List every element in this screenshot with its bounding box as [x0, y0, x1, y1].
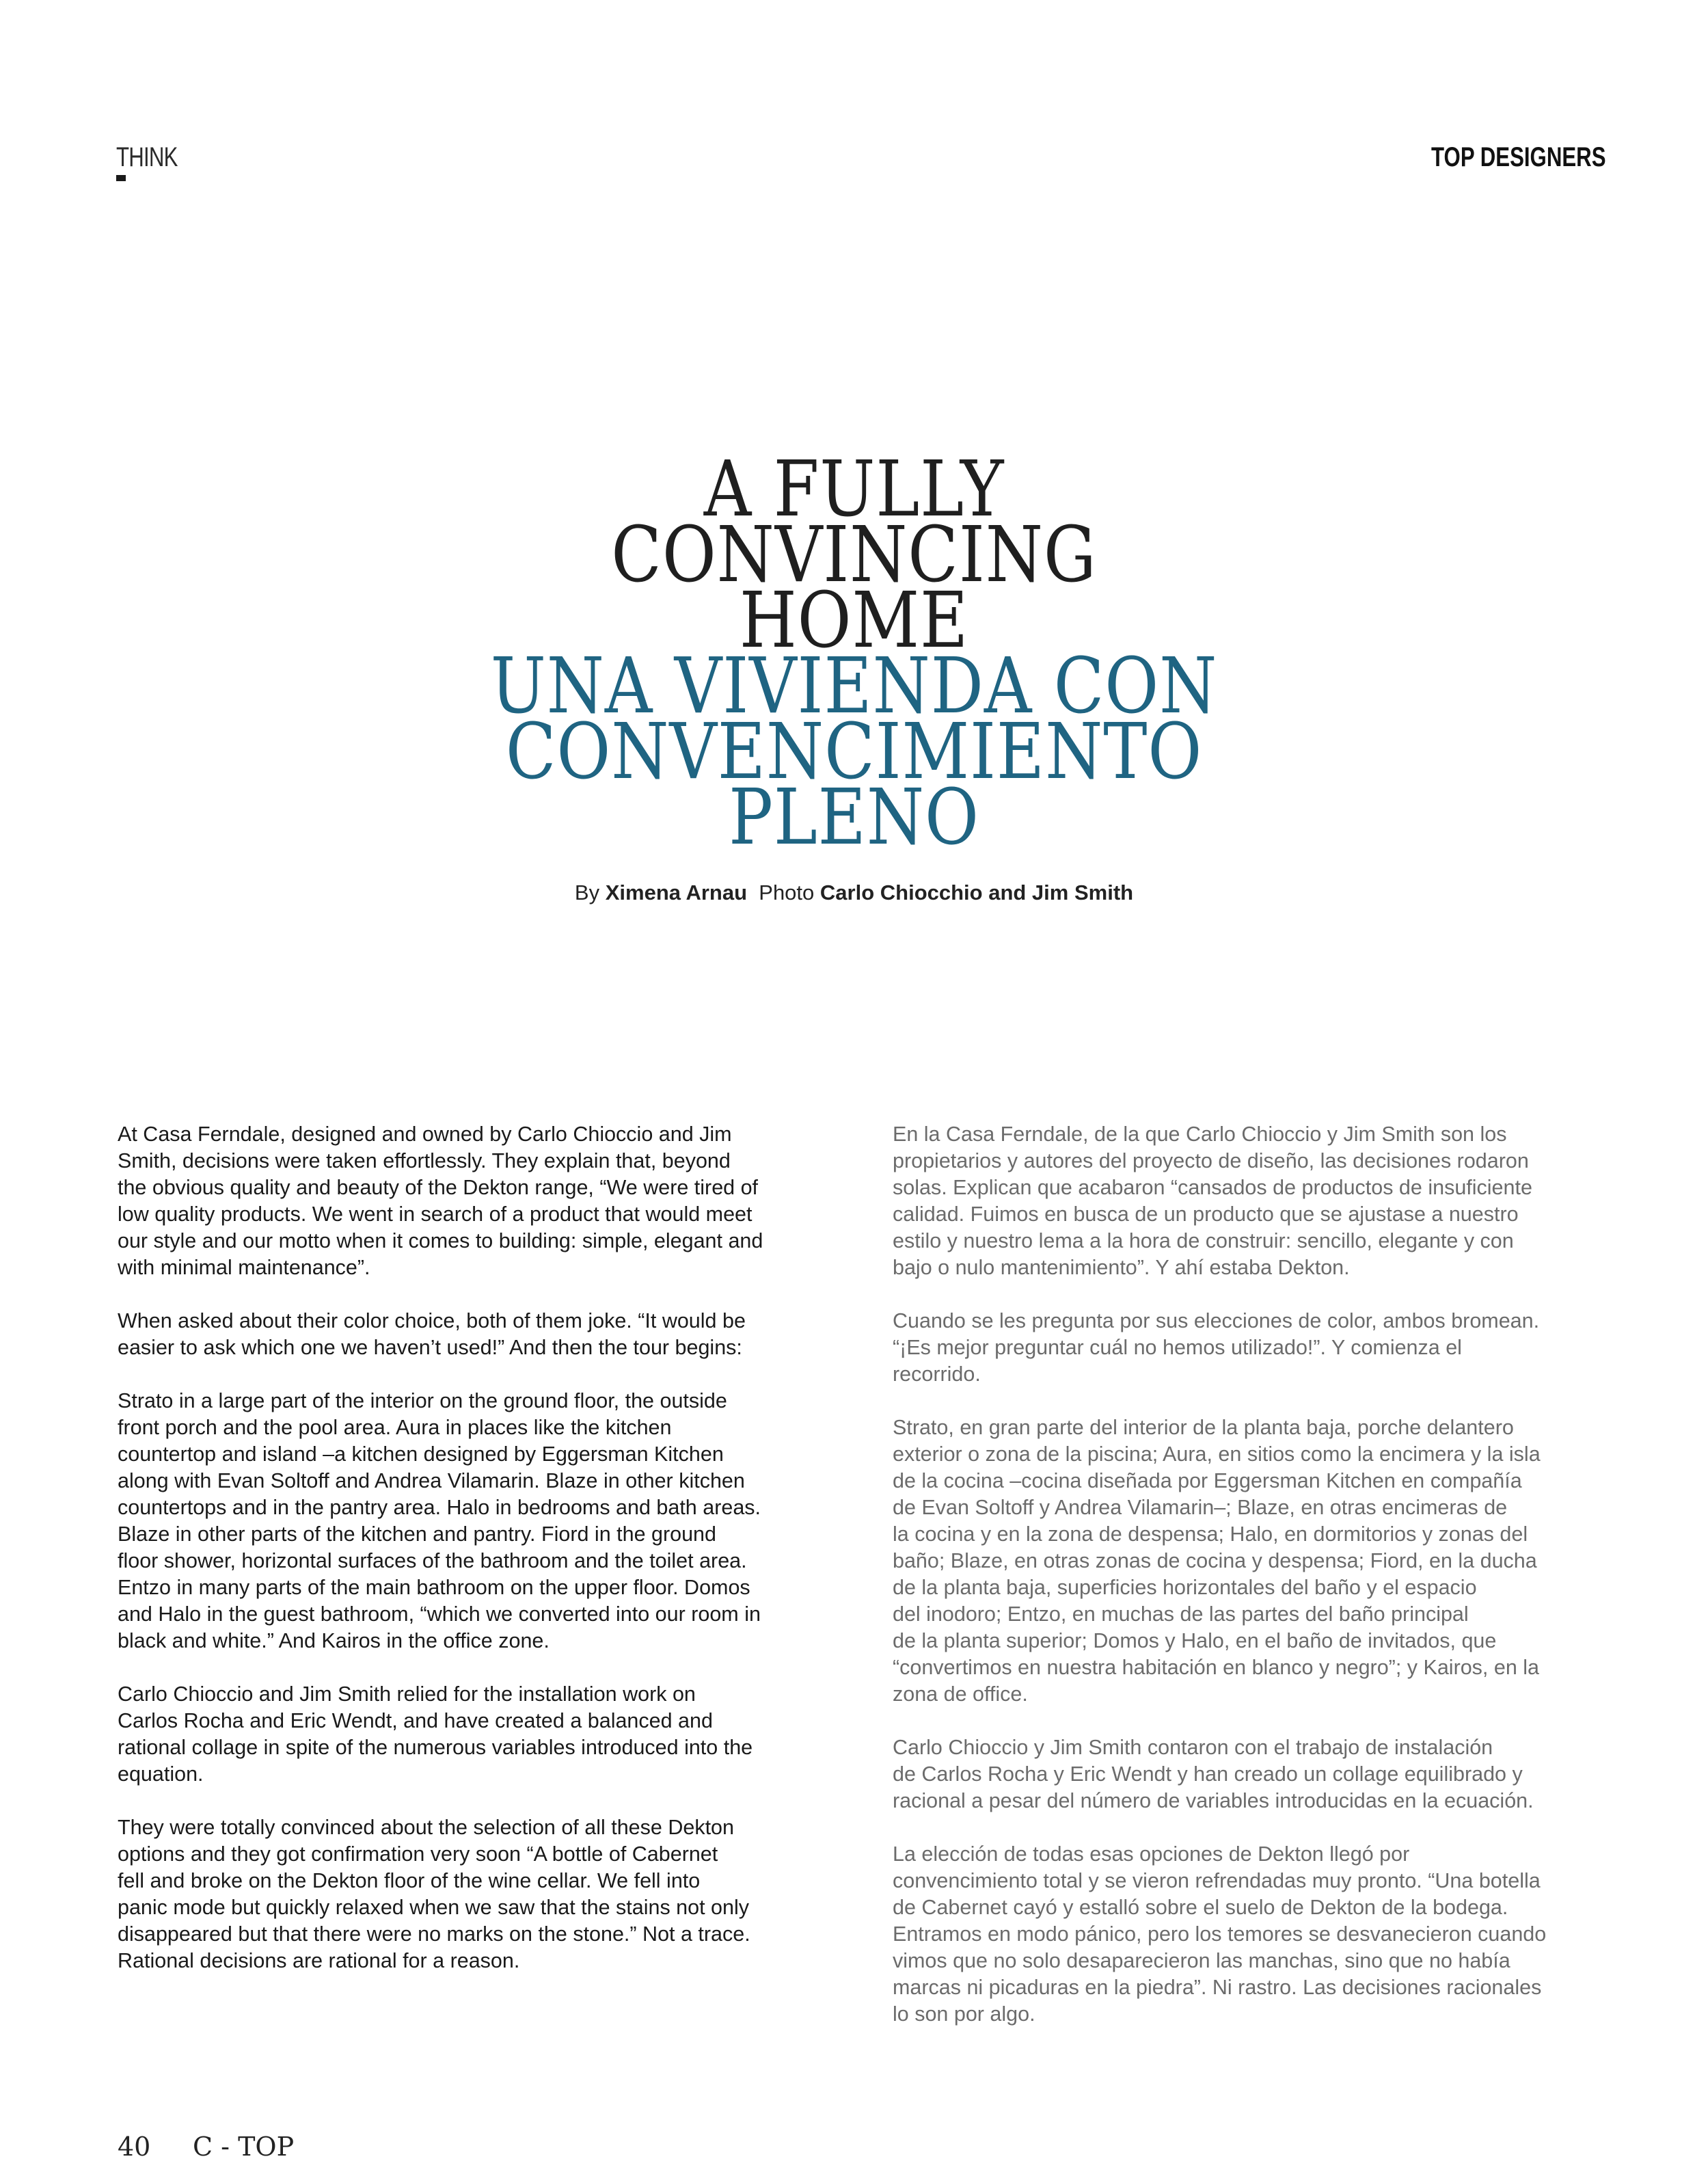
- byline-photographers: Carlo Chiocchio and Jim Smith: [819, 881, 1134, 904]
- article-title: [0, 445, 1708, 862]
- paragraph-es: Cuando se les pregunta por sus elecciones de color, ambos bromean. “¡Es mejor preguntar cuál no hemos utilizado!”. Y comienza el recorrido.: [893, 1309, 1540, 1386]
- title-spanish: [120, 642, 1588, 862]
- byline-author: Ximena Arnau: [605, 881, 748, 904]
- category-label: TOP DESIGNERS: [1431, 142, 1605, 172]
- title-english: [120, 445, 1588, 665]
- paragraph-en: Carlo Chioccio and Jim Smith relied for the installation work on Carlos Rocha and Eric Wendt, and have created a balanced and rational collage in spite of the numerous variables introduced into the equation.: [118, 1682, 753, 1786]
- title-spanish-line: CONVENCIMIENTO: [505, 708, 1203, 796]
- magazine-name: C - TOP: [193, 2132, 295, 2162]
- paragraph-en: When asked about their color choice, both of them joke. “It would be easier to ask which one we haven’t used!” And then the tour begins:: [118, 1309, 746, 1359]
- title-spanish-line: PLENO: [729, 773, 979, 862]
- byline: [0, 881, 1708, 905]
- body-spanish-column: [893, 1121, 1610, 2028]
- paragraph-es: En la Casa Ferndale, de la que Carlo Chioccio y Jim Smith son los propietarios y autores del proyecto de diseño, las decisiones rodaron solas. Explican que acabaron “cansados de productos de insuficiente calidad. Fuimos en busca de un producto que se ajustase a nuestro estilo y nuestro lema a la hora de construir: sencillo, elegante y con bajo o nulo mantenimiento”. Y ahí estaba Dekton.: [893, 1123, 1532, 1279]
- paragraph-en: They were totally convinced about the selection of all these Dekton options and they got confirmation very soon “A bottle of Cabernet fell and broke on the Dekton floor of the wine cellar. We fell into panic mode but quickly relaxed when we saw that the stains not only disappeared but that there were no marks on the stone.” Not a trace. Rational decisions are rational for a reason.: [118, 1816, 750, 1972]
- title-english-line: A FULLY: [703, 445, 1005, 534]
- body-english-column: [118, 1121, 828, 1974]
- paragraph-es: Strato, en gran parte del interior de la planta baja, porche delantero exterior o zona de la piscina; Aura, en sitios como la encimera y la isla de la cocina –cocina diseñada por Eggersman Kitchen en compañía de Evan Soltoff y Andrea Vilamarin–; Blaze, en otras encimeras de la cocina y en la zona de despensa; Halo, en dormitorios y zonas del baño; Blaze, en otras zonas de cocina y despensa; Fiord, en la ducha de la planta baja, superficies horizontales del baño y el espacio del inodoro; Entzo, en muchas de las partes del baño principal de la planta superior; Domos y Halo, en el baño de invitados, que “convertimos en nuestra habitación en blanco y negro”; y Kairos, en la zona de office.: [893, 1416, 1541, 1706]
- paragraph-es: Carlo Chioccio y Jim Smith contaron con el trabajo de instalación de Carlos Rocha y Eric Wendt y han creado un collage equilibrado y racional a pesar del número de variables introducidas en la ecuación.: [893, 1736, 1534, 1812]
- paragraph-en: Strato in a large part of the interior on the ground floor, the outside front porch and the pool area. Aura in places like the kitchen countertop and island –a kitchen designed by Eggersman Kitchen along with Evan Soltoff and Andrea Vilamarin. Blaze in other kitchen countertops and in the pantry area. Halo in bedrooms and bath areas. Blaze in other parts of the kitchen and pantry. Fiord in the ground floor shower, horizontal surfaces of the bathroom and the toilet area. Entzo in many parts of the main bathroom on the upper floor. Domos and Halo in the guest bathroom, “which we converted into our room in black and white.” And Kairos in the office zone.: [118, 1389, 761, 1652]
- section-marker: [116, 175, 126, 181]
- title-english-line: CONVINCING: [611, 511, 1097, 600]
- title-english-line: HOME: [739, 576, 969, 665]
- byline-by-label: By: [574, 881, 600, 904]
- title-spanish-line: UNA VIVIENDA CON: [490, 642, 1218, 731]
- byline-photo-label: Photo: [759, 881, 815, 904]
- paragraph-es: La elección de todas esas opciones de Dekton llegó por convencimiento total y se vieron refrendadas muy pronto. “Una botella de Cabernet cayó y estalló sobre el suelo de Dekton de la bodega. Entramos en modo pánico, pero los temores se desvanecieron cuando vimos que no solo desaparecieron las manchas, sino que no había marcas ni picaduras en la piedra”. Ni rastro. Las decisiones racionales lo son por algo.: [893, 1842, 1547, 2026]
- page-number: 40: [118, 2132, 151, 2162]
- section-label: THINK: [116, 142, 178, 172]
- paragraph-en: At Casa Ferndale, designed and owned by Carlo Chioccio and Jim Smith, decisions were taken effortlessly. They explain that, beyond the obvious quality and beauty of the Dekton range, “We were tired of low quality products. We went in search of a product that would meet our style and our motto when it comes to building: simple, elegant and with minimal maintenance”.: [118, 1123, 763, 1279]
